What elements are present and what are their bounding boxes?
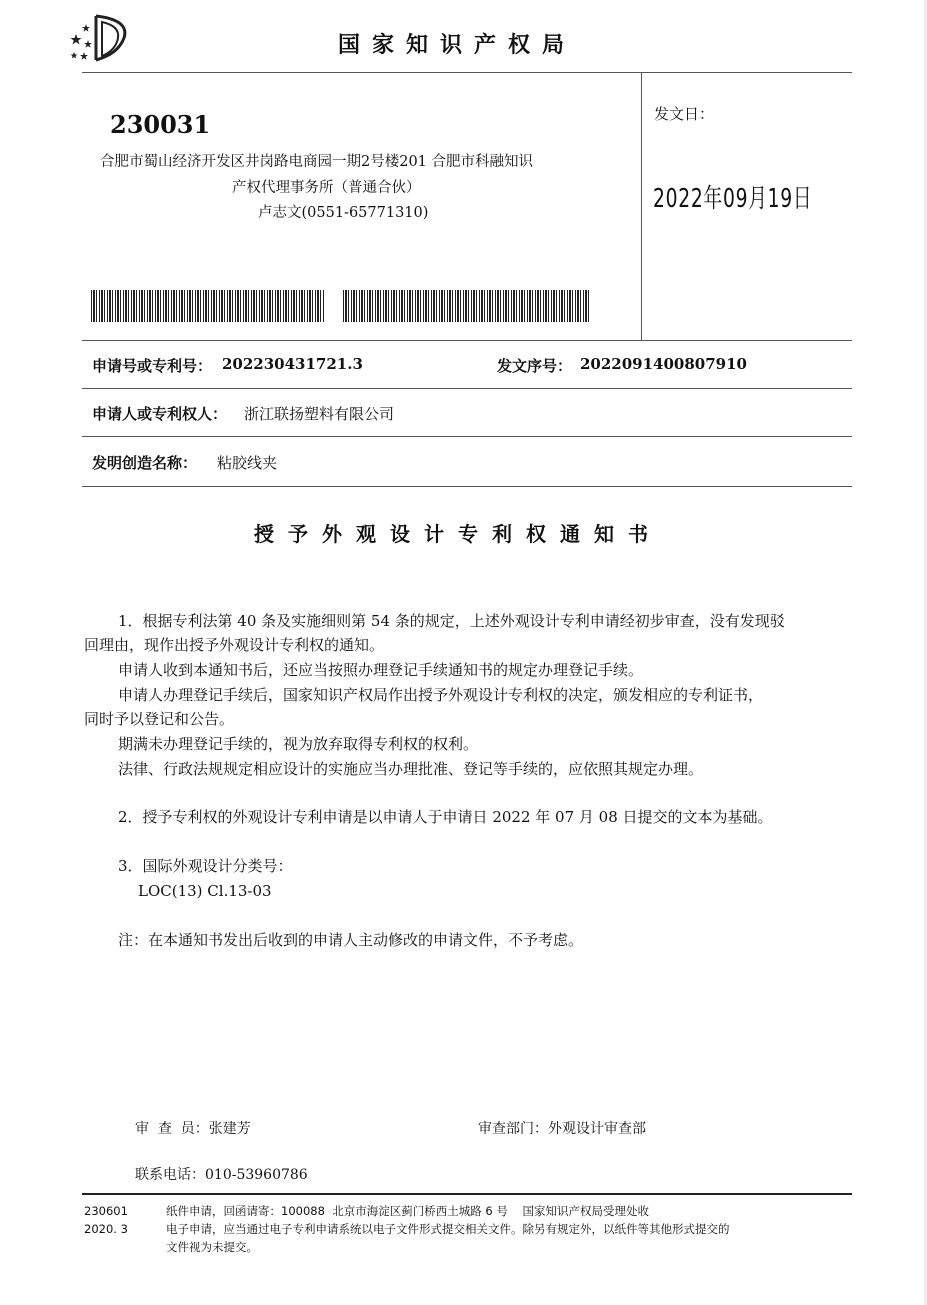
issue-date-stamp: 2022年09月19日: [653, 184, 813, 214]
para-7: 3．国际外观设计分类号：: [118, 857, 293, 875]
field-rule-3: [82, 436, 852, 437]
field-rule-1: [82, 340, 852, 341]
para-6: 2．授予专利权的外观设计专利申请是以申请人于申请日 2022 年 07 月 08 日提交的文本为基础。: [118, 808, 773, 826]
para-1: 1．根据专利法第 40 条及实施细则第 54 条的规定，上述外观设计专利申请经初步审查，没有发现驳: [118, 612, 785, 630]
cnipa-logo: [64, 12, 136, 64]
para-3: 申请人办理登记手续后，国家知识产权局作出授予外观设计专利权的决定，颁发相应的专利证书，: [118, 686, 764, 704]
contact-phone: 联系电话：010-53960786: [135, 1167, 308, 1183]
form-code: 230601: [84, 1204, 128, 1218]
footer-rule: [82, 1193, 852, 1195]
department: 审查部门：外观设计审查部: [478, 1121, 646, 1137]
date-column-divider: [641, 72, 642, 340]
para-4: 期满未办理登记手续的，视为放弃取得专利权的权利。: [118, 735, 479, 753]
applicant-value: 浙江联扬塑料有限公司: [244, 405, 395, 423]
address-line-1: 合肥市蜀山经济开发区井岗路电商园一期2号楼201 合肥市科融知识: [100, 154, 534, 170]
note: 注：在本通知书发出后收到的申请人主动修改的申请文件，不予考虑。: [118, 931, 584, 949]
footer-line-3: 文件视为未提交。: [166, 1240, 258, 1254]
issue-date-label: 发文日：: [654, 105, 715, 123]
app-no-value: 202230431721.3: [222, 355, 363, 373]
applicant-label: 申请人或专利权人：: [92, 405, 228, 423]
invention-label: 发明创造名称：: [92, 454, 198, 472]
para-3-cont: 同时予以登记和公告。: [84, 710, 235, 728]
para-1-cont: 回理由，现作出授予外观设计专利权的通知。: [84, 636, 385, 654]
examiner: 审 查 员：张建芳: [135, 1121, 251, 1137]
invention-value: 粘胶线夹: [217, 454, 278, 472]
field-rule-4: [82, 486, 852, 487]
form-version: 2020. 3: [84, 1222, 128, 1236]
barcode-left: [91, 290, 325, 322]
barcode-right: [343, 290, 591, 322]
footer-line-2: 电子申请，应当通过电子专利申请系统以电子文件形式提交相关文件。除另有规定外，以纸件等其他形式提交的: [166, 1222, 730, 1236]
classification-code: LOC(13) Cl.13-03: [138, 882, 272, 900]
header-top-rule: [82, 72, 852, 73]
address-line-3: 卢志文(0551-65771310): [258, 205, 429, 221]
serial-value: 2022091400807910: [580, 355, 747, 373]
footer-line-1: 纸件申请，回函请寄：100088 北京市海淀区蓟门桥西土城路 6 号 国家知识产权局受理处收: [166, 1204, 649, 1218]
serial-label: 发文序号：: [497, 357, 573, 375]
postal-code: 230031: [110, 110, 211, 139]
app-no-label: 申请号或专利号：: [92, 357, 213, 375]
para-5: 法律、行政法规规定相应设计的实施应当办理批准、登记等手续的，应依照其规定办理。: [118, 760, 704, 778]
address-line-2: 产权代理事务所（普通合伙）: [232, 180, 421, 196]
para-2: 申请人收到本通知书后，还应当按照办理登记手续通知书的规定办理登记手续。: [118, 661, 644, 679]
office-name: 国家知识产权局: [338, 33, 577, 58]
notice-title: 授予外观设计专利权通知书: [254, 522, 662, 546]
field-rule-2: [82, 388, 852, 389]
